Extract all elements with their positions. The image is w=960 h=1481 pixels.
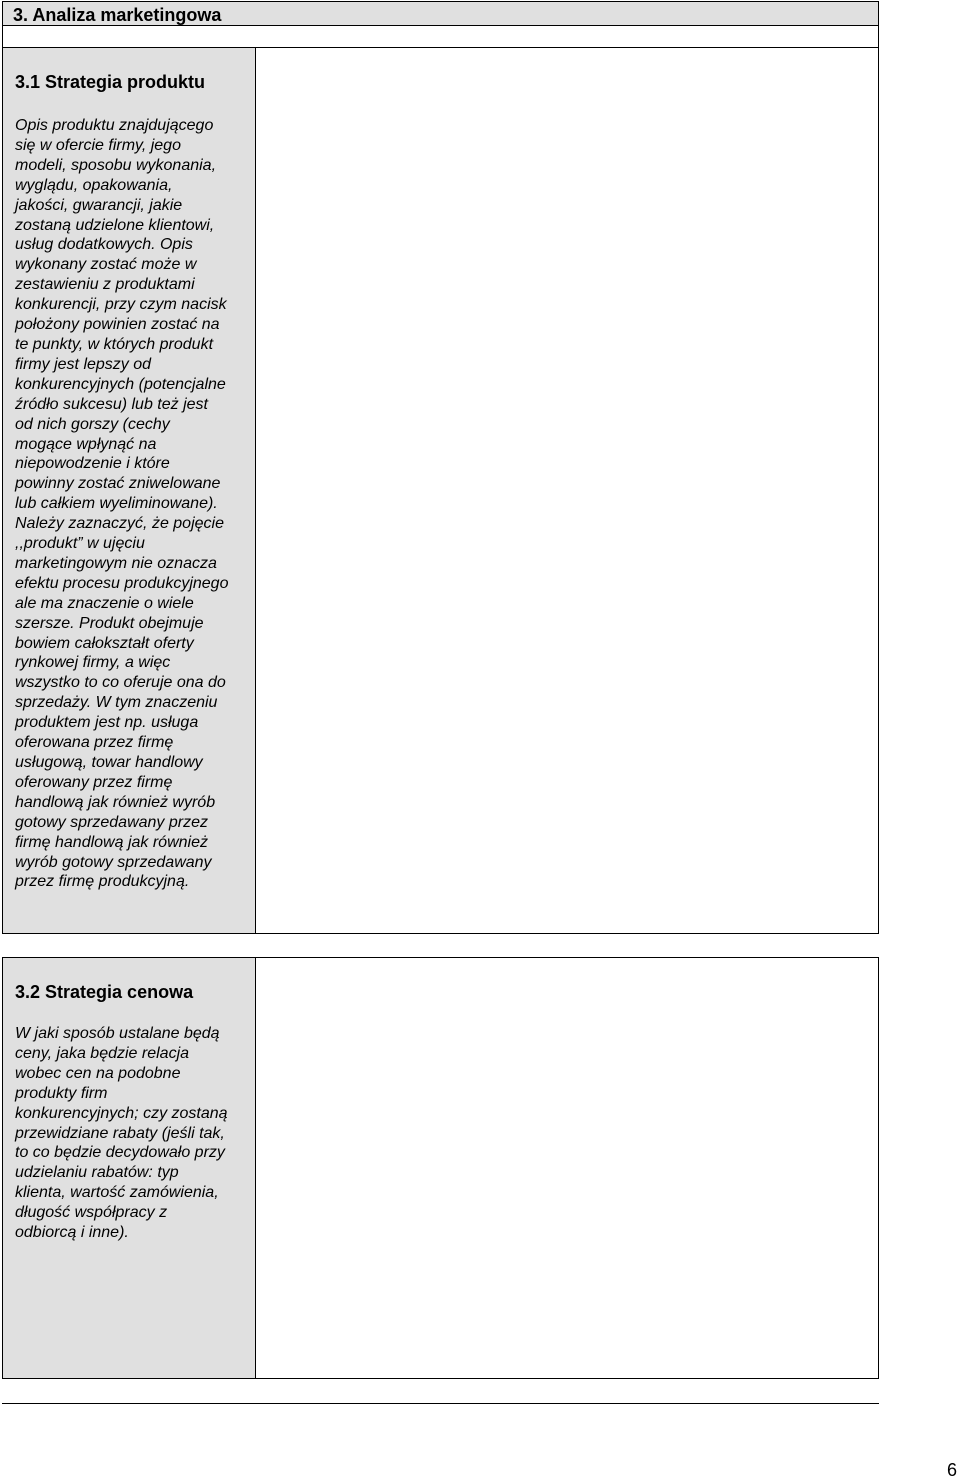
section-title: 3. Analiza marketingowa bbox=[13, 5, 222, 25]
price-strategy-label-cell bbox=[2, 957, 256, 1379]
product-strategy-input-cell[interactable] bbox=[255, 47, 879, 934]
header-spacer-row bbox=[2, 25, 879, 48]
footer-divider bbox=[2, 1403, 879, 1404]
price-strategy-description: W jaki sposób ustalane będą ceny, jaka będzie relacja wobec cen na podobne produkty firm konkurencyjnych; czy zostaną przewidziane rabaty (jeśli tak, to co będzie decydowało przy udzielaniu rabatów: typ klienta, wartość zamówienia, długość współpracy z odbiorcą i inne). bbox=[15, 1025, 228, 1242]
product-strategy-heading: 3.1 Strategia produktu bbox=[15, 72, 206, 92]
price-strategy-heading: 3.2 Strategia cenowa bbox=[15, 982, 194, 1002]
product-strategy-label-cell bbox=[2, 47, 256, 934]
page-number: 6 bbox=[946, 1460, 957, 1480]
section-header-bar bbox=[2, 1, 879, 26]
product-strategy-description: Opis produktu znajdującego się w ofercie firmy, jego modeli, sposobu wykonania, wyglądu, opakowania, jakości, gwarancji, jakie zostaną udzielone klientowi, usług dodatkowych. Opis wykonany zostać może w zestawieniu z produktami konkurencji, przy czym nacisk położony powinien zostać na te punkty, w których produkt firmy jest lepszy od konkurencyjnych (potencjalne źródło sukcesu) lub też jest od nich gorszy (cechy mogące wpłynąć na niepowodzenie i które powinny zostać zniwelowane lub całkiem wyeliminowane). Należy zaznaczyć, że pojęcie ,,produkt” w ujęciu marketingowym nie oznacza efektu procesu produkcyjnego ale ma znaczenie o wiele szersze. Produkt obejmuje bowiem całokształt oferty rynkowej firmy, a więc wszystko to co oferuje ona do sprzedaży. W tym znaczeniu produktem jest np. usługa oferowana przez firmę usługową, towar handlowy oferowany przez firmę handlową jak również wyrób gotowy sprzedawany przez firmę handlową jak również wyrób gotowy sprzedawany przez firmę produkcyjną. bbox=[15, 117, 229, 891]
price-strategy-input-cell[interactable] bbox=[255, 957, 879, 1379]
